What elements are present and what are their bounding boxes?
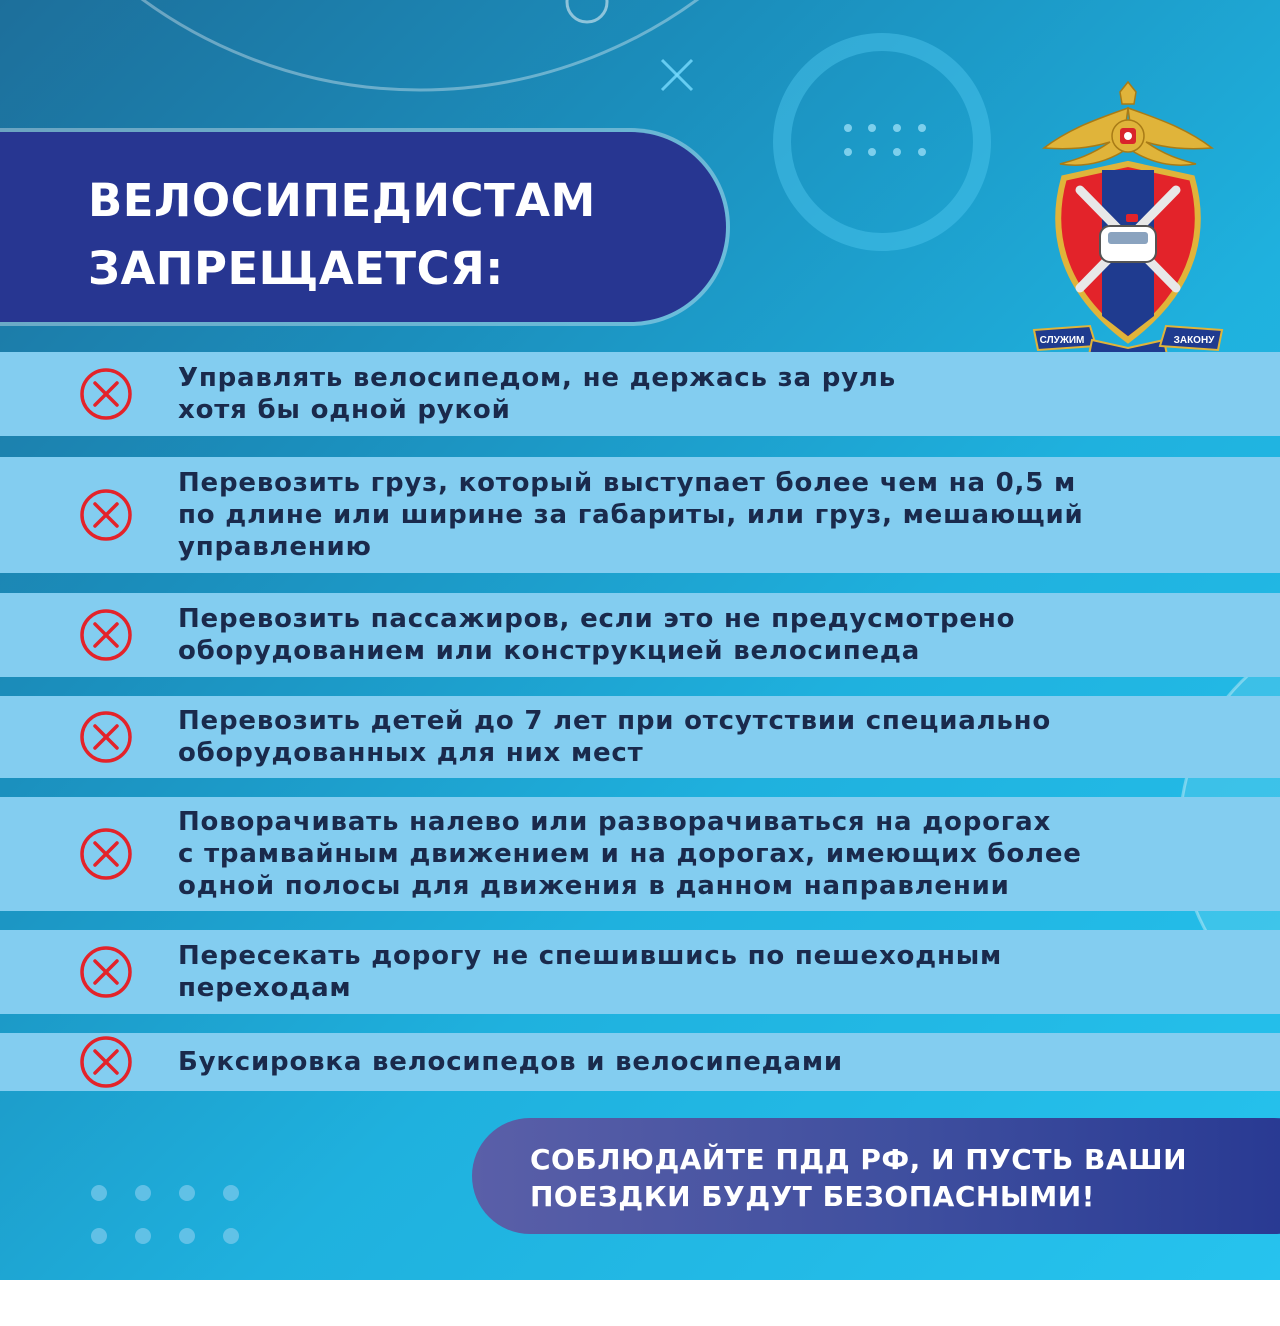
prohibition-text: Перевозить пассажиров, если это не предусмотрено оборудованием или конструкцией велосипеда bbox=[178, 604, 1016, 666]
prohibited-cross-icon bbox=[78, 1034, 134, 1090]
police-emblem-icon bbox=[1030, 78, 1226, 370]
ribbon-word-4: ЗАКОНУ bbox=[1173, 335, 1215, 346]
page-title-line-2: ЗАПРЕЩАЕТСЯ: bbox=[88, 242, 504, 295]
prohibition-text: Перевозить груз, который выступает более чем на 0,5 м по длине или ширине за габариты, или груз, мешающий управлению bbox=[178, 468, 1084, 562]
prohibition-item bbox=[0, 352, 1280, 436]
prohibition-text: Буксировка велосипедов и велосипедами bbox=[178, 1047, 843, 1077]
page-title-line-1: ВЕЛОСИПЕДИСТАМ bbox=[88, 174, 596, 227]
prohibited-cross-icon bbox=[78, 826, 134, 882]
prohibited-cross-icon bbox=[78, 487, 134, 543]
prohibition-item bbox=[0, 797, 1280, 911]
prohibited-cross-icon bbox=[78, 709, 134, 765]
footer-slogan-line-1: СОБЛЮДАЙТЕ ПДД РФ, И ПУСТЬ ВАШИ bbox=[530, 1143, 1188, 1176]
ribbon-word-1: СЛУЖИМ bbox=[1039, 335, 1085, 346]
prohibition-item bbox=[0, 696, 1280, 778]
prohibition-item bbox=[0, 593, 1280, 677]
footer-slogan-line-2: ПОЕЗДКИ БУДУТ БЕЗОПАСНЫМИ! bbox=[530, 1180, 1095, 1213]
prohibited-cross-icon bbox=[78, 607, 134, 663]
prohibition-text: Управлять велосипедом, не держась за руль хотя бы одной рукой bbox=[178, 363, 896, 425]
prohibition-text: Пересекать дорогу не спешившись по пешеходным переходам bbox=[178, 941, 1003, 1003]
prohibition-text: Перевозить детей до 7 лет при отсутствии специально оборудованных для них мест bbox=[178, 706, 1052, 768]
prohibited-cross-icon bbox=[78, 944, 134, 1000]
prohibition-item bbox=[0, 1033, 1280, 1091]
prohibition-item bbox=[0, 930, 1280, 1014]
prohibited-cross-icon bbox=[78, 366, 134, 422]
prohibition-text: Поворачивать налево или разворачиваться на дорогах с трамвайным движением и на дорогах, имеющих более одной полосы для движения в данном направлении bbox=[178, 807, 1082, 901]
footer-banner bbox=[472, 1118, 1280, 1234]
prohibition-item bbox=[0, 457, 1280, 573]
